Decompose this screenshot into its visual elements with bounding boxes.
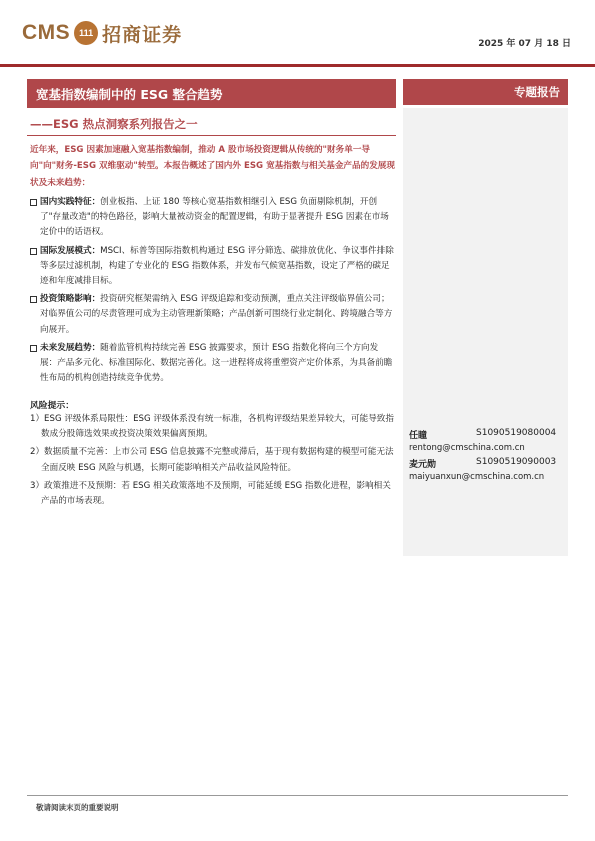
report-title: 宽基指数编制中的 ESG 整合趋势	[36, 87, 223, 102]
checkbox-bullet-icon	[30, 199, 37, 206]
list-item	[30, 292, 395, 338]
risk-title: 风险提示：	[30, 401, 74, 411]
analyst-license-id: S1090519090003	[476, 457, 557, 467]
bullet-heading: 未来发展趋势：	[40, 342, 101, 353]
footer-divider	[27, 795, 568, 796]
analyst-name: 任瞳	[409, 431, 428, 441]
logo-chinese: 招商证券	[102, 23, 183, 46]
risk-item: 1）ESG 评级体系局限性：ESG 评级体系没有统一标准，各机构评级结果差异较大，可能导致指数成分股筛选效果或投资决策效果偏离预期。	[30, 414, 394, 440]
risk-item: 2）数据质量不完善：上市公司 ESG 信息披露不完整或滞后，基于现有数据构建的模型可能无法全面反映 ESG 风险与机遇，长期可能影响相关产品收益风险特征。	[30, 447, 394, 473]
list-item	[30, 244, 395, 290]
risk-list	[30, 412, 395, 512]
bullet-heading: 投资策略影响：	[40, 294, 101, 305]
header-divider	[0, 64, 595, 67]
checkbox-bullet-icon	[30, 296, 37, 303]
bullet-text: MSCI、标普等国际指数机构通过 ESG 评分筛选、碳排放优化、争议事件排除等多层过滤机制，构建了专业化的 ESG 指数体系，并发布气候宽基指数，设定了严格的碳足迹和年度减排目标。	[40, 245, 394, 287]
analyst-name: 麦元勋	[409, 460, 437, 470]
list-item	[30, 341, 395, 387]
risk-item: 3）政策推进不及预期：若 ESG 相关政策落地不及预期，可能延缓 ESG 指数化进程，影响相关产品的市场表现。	[30, 480, 391, 507]
logo-badge-icon: 111	[74, 21, 98, 45]
footer-disclaimer: 敬请阅读末页的重要说明	[36, 803, 119, 812]
subtitle-divider	[27, 135, 396, 136]
bullet-text: 创业板指、上证 180 等核心宽基指数相继引入 ESG 负面剔除机制，开创了"存量改造"的特色路径，影响大量被动资金的配置逻辑，有助于显著提升 ESG 因素在市场定价中的话语权。	[40, 197, 389, 238]
analyst-email[interactable]: rentong@cmschina.com.cn	[409, 443, 525, 453]
bullet-heading: 国际发展模式：	[40, 245, 101, 256]
bullet-text: 投资研究框架需纳入 ESG 评级追踪和变动预测，重点关注评级临界值公司；对临界值公司的尽责管理可成为主动管理新策略；产品创新可围绕行业定制化、跨境融合等方向展开。	[40, 294, 393, 335]
analyst-license-id: S1090519080004	[476, 428, 557, 438]
list-item	[30, 195, 395, 241]
report-date: 2025 年 07 月 18 日	[478, 39, 571, 49]
intro-paragraph: 近年来，ESG 因素加速融入宽基指数编制，推动 A 股市场投资逻辑从传统的"财务单一导向"向"财务-ESG 双维驱动"转型。本报告概述了国内外 ESG 宽基指数与相关基金产品的发展现状及未来趋势：	[30, 145, 395, 188]
report-subtitle: ——ESG 热点洞察系列报告之一	[30, 117, 198, 131]
company-logo	[22, 16, 182, 50]
bullet-heading: 国内实践特征：	[40, 197, 101, 207]
analyst-side-panel	[403, 108, 568, 556]
checkbox-bullet-icon	[30, 248, 37, 255]
checkbox-bullet-icon	[30, 345, 37, 352]
report-type-label: 专题报告	[514, 85, 560, 99]
bullet-text: 随着监管机构持续完善 ESG 披露要求，预计 ESG 指数化将向三个方向发展：产品多元化、标准国际化、数据完善化。这一进程将成将重塑资产定价体系，为具备前瞻性布局的机构创造持续竞争优势。	[40, 342, 393, 384]
logo-latin: CMS	[22, 21, 71, 44]
analyst-email[interactable]: maiyuanxun@cmschina.com.cn	[409, 472, 545, 482]
key-points-list	[30, 195, 395, 389]
